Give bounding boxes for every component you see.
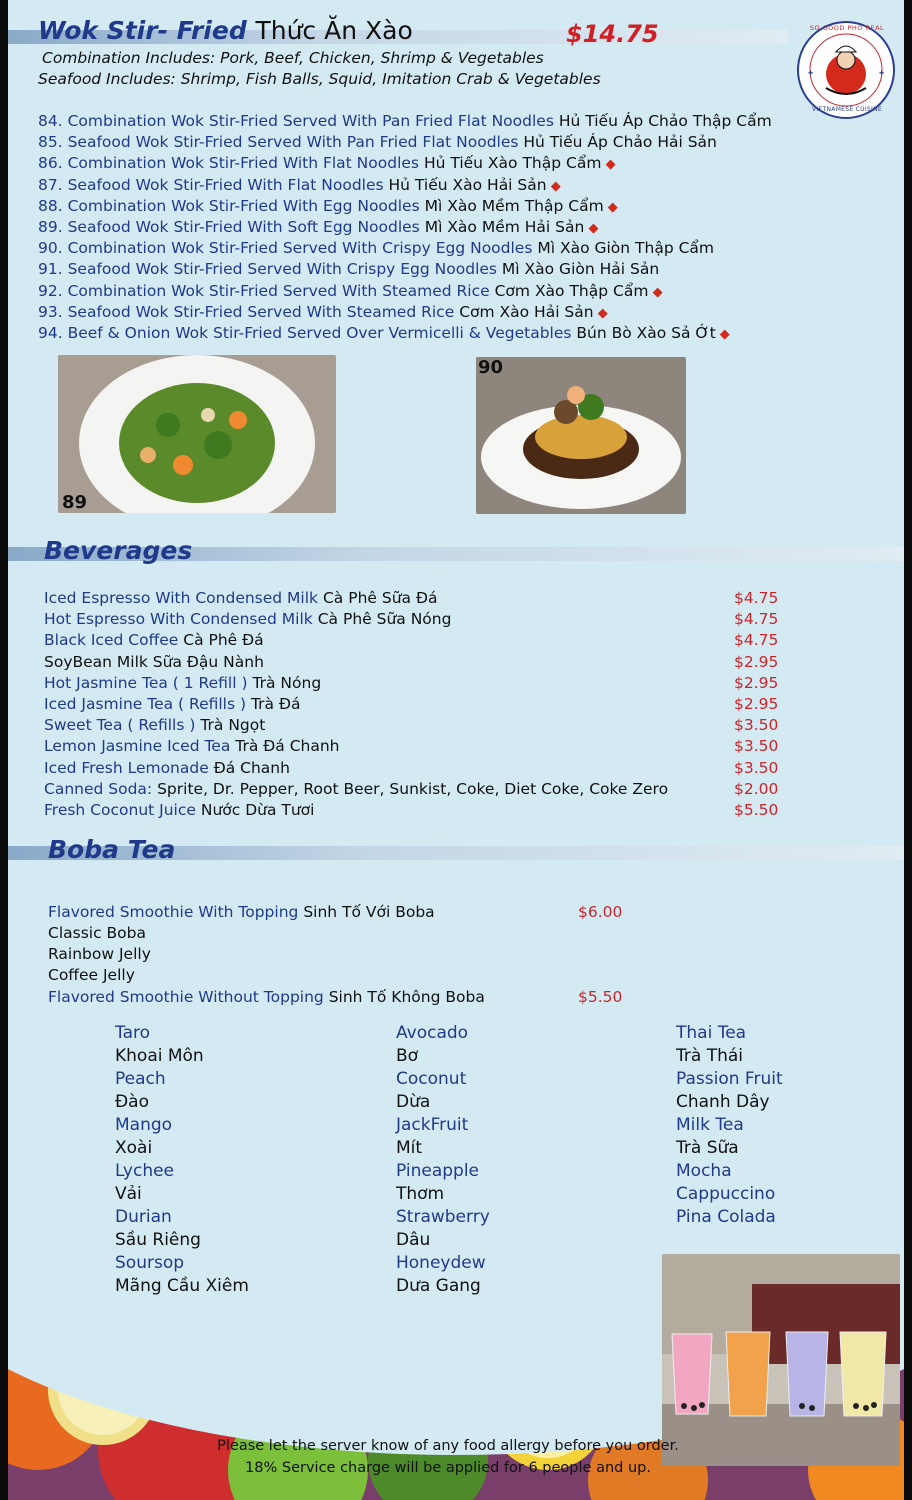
beverage-item-en: Canned Soda: [44,779,153,798]
flavor-en: Mango [115,1115,173,1135]
wok-item-vn: Hủ Tiếu Xào Hải Sản [388,175,547,194]
wok-item [38,111,772,132]
beverage-item-en: Sweet Tea ( Refills ) [44,716,196,735]
wok-item [38,153,772,174]
boba-title: Boba Tea [48,835,176,864]
wok-item [38,281,772,302]
wok-item-vn: Mì Xào Giòn Hải Sản [501,260,660,279]
beverage-item [44,588,668,609]
wok-item-en: 84. Combination Wok Stir-Fried Served With Pan Fried Flat Noodles [38,112,554,130]
beverages-title: Beverages [44,536,193,565]
beverage-item [44,673,668,694]
beverage-price: $2.95 [734,673,779,692]
flavor-vn: Mãng Cầu Xiêm [115,1276,249,1296]
boba-without-topping-en: Flavored Smoothie Without Topping [48,988,324,1006]
flavor-vn: Mít [396,1138,423,1158]
beverages-list [44,588,668,821]
wok-item-en: 88. Combination Wok Stir-Fried With Egg Noodles [38,196,420,215]
logo-top-text: SO GOOD PHO REAL [809,24,885,32]
wok-item-list [38,111,772,344]
menu-page [8,0,904,1500]
wok-item-en: 86. Combination Wok Stir-Fried With Flat Noodles [38,154,419,173]
beverage-price: $3.50 [734,716,779,735]
wok-item-vn: Bún Bò Xào Sả Ớt [576,323,716,342]
beverage-item [44,609,668,630]
beverage-item-vn: Cà Phê Đá [183,631,264,650]
flavor-en: Passion Fruit [676,1069,783,1089]
boba-with-topping-price: $6.00 [578,903,623,921]
wok-item-en: 90. Combination Wok Stir-Fried Served With Crispy Egg Noodles [38,239,533,258]
beverage-item-en: Black Iced Coffee [44,631,179,650]
beverage-item-vn: Trà Đá [250,694,301,713]
photo-label-90: 90 [478,357,504,378]
wok-item [38,323,772,344]
svg-text:✚: ✚ [808,70,814,77]
flavor-vn: Xoài [115,1138,153,1158]
wok-item-vn: Cơm Xào Thập Cẩm [494,281,649,300]
wok-item-en: 87. Seafood Wok Stir-Fried With Flat Noodles [38,175,384,194]
chili-pepper-icon: ◆ [715,326,730,342]
beverage-item-vn: Sprite, Dr. Pepper, Root Beer, Sunkist, Coke, Diet Coke, Coke Zero [157,779,669,798]
plate-illustration-89 [58,355,336,513]
wok-item-vn: Mì Xào Giòn Thập Cẩm [537,239,715,258]
beverage-item-vn: Đá Chanh [213,758,290,777]
beverage-price: $2.00 [734,779,779,798]
beverage-item [44,758,668,779]
wok-note-seafood: Seafood Includes: Shrimp, Fish Balls, Squid, Imitation Crab & Vegetables [38,70,601,88]
flavor-vn: Chanh Dây [676,1092,770,1112]
beverage-item [44,715,668,736]
wok-item [38,259,772,280]
wok-title [38,16,413,45]
flavor-en: Taro [115,1023,151,1043]
dish-photo-90 [476,357,686,514]
wok-item-vn: Hủ Tiếu Áp Chảo Thập Cẩm [558,112,772,130]
beverage-price: $4.75 [734,610,779,629]
beverage-item-vn: Nước Dừa Tươi [200,800,315,819]
flavor-vn: Khoai Môn [115,1046,204,1066]
flavor-en: Coconut [396,1069,467,1089]
beverage-item [44,800,668,821]
beverage-item [44,779,668,800]
allergy-note: Please let the server know of any food allergy before you order. [217,1438,679,1454]
beverage-item-vn: Cà Phê Sữa Đá [322,589,438,607]
wok-title-vn: Thức Ăn Xào [255,16,413,45]
flavor-column-2 [396,1022,490,1298]
wok-item-vn: Hủ Tiếu Áp Chảo Hải Sản [523,133,717,152]
flavor-vn: Dừa [396,1092,431,1112]
wok-price: $14.75 [566,20,659,48]
wok-item-en: 91. Seafood Wok Stir-Fried Served With Crispy Egg Noodles [38,260,497,279]
boba-with-topping-en: Flavored Smoothie With Topping [48,903,299,921]
flavor-en: Cappuccino [676,1184,776,1204]
dish-photo-89 [58,355,336,513]
beverage-price: $3.50 [734,737,779,756]
flavor-vn: Trà Thái [676,1046,743,1066]
wok-item-en: 94. Beef & Onion Wok Stir-Fried Served Over Vermicelli & Vegetables [38,323,572,342]
flavor-vn: Vải [115,1184,142,1204]
flavor-en: Peach [115,1069,166,1089]
flavor-en: Pina Colada [676,1207,776,1227]
plate-illustration-90 [476,357,686,514]
flavor-en: Thai Tea [676,1023,747,1043]
restaurant-logo [796,20,896,120]
flavor-en: Strawberry [396,1207,490,1227]
wok-item-en: 85. Seafood Wok Stir-Fried Served With Pan Fried Flat Noodles [38,133,519,152]
topping-item: Rainbow Jelly [48,945,151,964]
beverage-price: $4.75 [734,589,779,607]
beverage-item [44,630,668,651]
beverage-item-en: Hot Espresso With Condensed Milk [44,610,313,629]
beverage-item-en: Hot Jasmine Tea ( 1 Refill ) [44,673,248,692]
beverage-item-vn: SoyBean Milk Sữa Đậu Nành [44,652,264,671]
flavor-vn: Dâu [396,1230,431,1250]
flavor-en: Pineapple [396,1161,480,1181]
svg-text:✚: ✚ [879,70,885,77]
beverage-item [44,694,668,715]
chili-pepper-icon: ◆ [648,284,663,300]
boba-without-topping-vn: Sinh Tố Không Boba [328,988,485,1006]
wok-item-vn: Hủ Tiếu Xào Thập Cẩm [423,154,602,173]
chili-pepper-icon: ◆ [603,199,618,215]
wok-note-combination: Combination Includes: Pork, Beef, Chicken, Shrimp & Vegetables [42,49,544,67]
wok-item-vn: Cơm Xào Hải Sản [459,302,594,321]
beverage-item-en: Iced Fresh Lemonade [44,758,209,777]
chili-pepper-icon: ◆ [601,157,616,173]
wok-item-vn: Mì Xào Mềm Hải Sản [424,217,585,236]
beverage-item [44,736,668,757]
topping-list [48,923,151,987]
beverage-price: $5.50 [734,801,779,819]
wok-item-en: 89. Seafood Wok Stir-Fried With Soft Egg Noodles [38,217,420,236]
flavor-en: Soursop [115,1253,185,1273]
wok-item-vn: Mì Xào Mềm Thập Cẩm [424,196,604,215]
flavor-en: JackFruit [396,1115,469,1135]
beverage-item-en: Iced Espresso With Condensed Milk [44,589,319,607]
boba-with-topping [48,902,435,923]
beverage-item-vn: Trà Nóng [252,673,322,692]
wok-item-en: 93. Seafood Wok Stir-Fried Served With Steamed Rice [38,302,455,321]
wok-item-en: 92. Combination Wok Stir-Fried Served With Steamed Rice [38,281,490,300]
wok-title-en: Wok Stir- Fried [38,16,247,45]
flavor-vn: Trà Sữa [676,1138,739,1158]
flavor-vn: Đào [115,1092,149,1112]
beverage-item-vn: Trà Đá Chanh [235,737,340,756]
topping-item: Classic Boba [48,924,146,942]
beverage-item [44,652,668,673]
flavor-en: Honeydew [396,1253,486,1273]
boba-without-topping [48,987,485,1008]
flavor-vn: Bơ [396,1046,419,1066]
topping-item: Coffee Jelly [48,966,135,985]
boba-without-topping-price: $5.50 [578,988,623,1006]
flavor-en: Mocha [676,1161,732,1181]
flavor-vn: Dưa Gang [396,1276,481,1296]
service-charge-note: 18% Service charge will be applied for 6 people and up. [245,1460,651,1476]
boba-cups-photo [662,1254,900,1466]
flavor-vn: Thơm [396,1184,445,1204]
beverage-price: $3.50 [734,758,779,777]
flavor-en: Milk Tea [676,1115,744,1135]
photo-label-89: 89 [62,492,88,513]
wok-item [38,217,772,238]
wok-item [38,175,772,196]
beverage-item-en: Fresh Coconut Juice [44,800,196,819]
beverage-item-en: Lemon Jasmine Iced Tea [44,737,231,756]
beverage-price: $4.75 [734,631,779,650]
wok-item [38,238,772,259]
beverage-item-vn: Cà Phê Sữa Nóng [317,610,452,629]
wok-item [38,302,772,323]
beverage-price: $2.95 [734,652,779,671]
chili-pepper-icon: ◆ [584,220,599,236]
flavor-en: Avocado [396,1023,469,1043]
flavor-column-1 [115,1022,249,1298]
beverage-price: $2.95 [734,695,779,713]
beverage-item-vn: Trà Ngọt [200,716,266,735]
flavor-en: Durian [115,1207,172,1227]
flavor-vn: Sầu Riêng [115,1230,201,1250]
flavor-en: Lychee [115,1161,175,1181]
beverage-item-en: Iced Jasmine Tea ( Refills ) [44,694,247,713]
flavor-column-3 [676,1022,783,1229]
chili-pepper-icon: ◆ [546,178,561,194]
wok-item [38,196,772,217]
wok-item [38,132,772,153]
chili-pepper-icon: ◆ [593,305,608,321]
boba-cups-illustration [662,1254,900,1466]
logo-bottom-text: VIETNAMESE CUISINE [811,106,882,113]
boba-with-topping-vn: Sinh Tố Với Boba [303,903,435,921]
